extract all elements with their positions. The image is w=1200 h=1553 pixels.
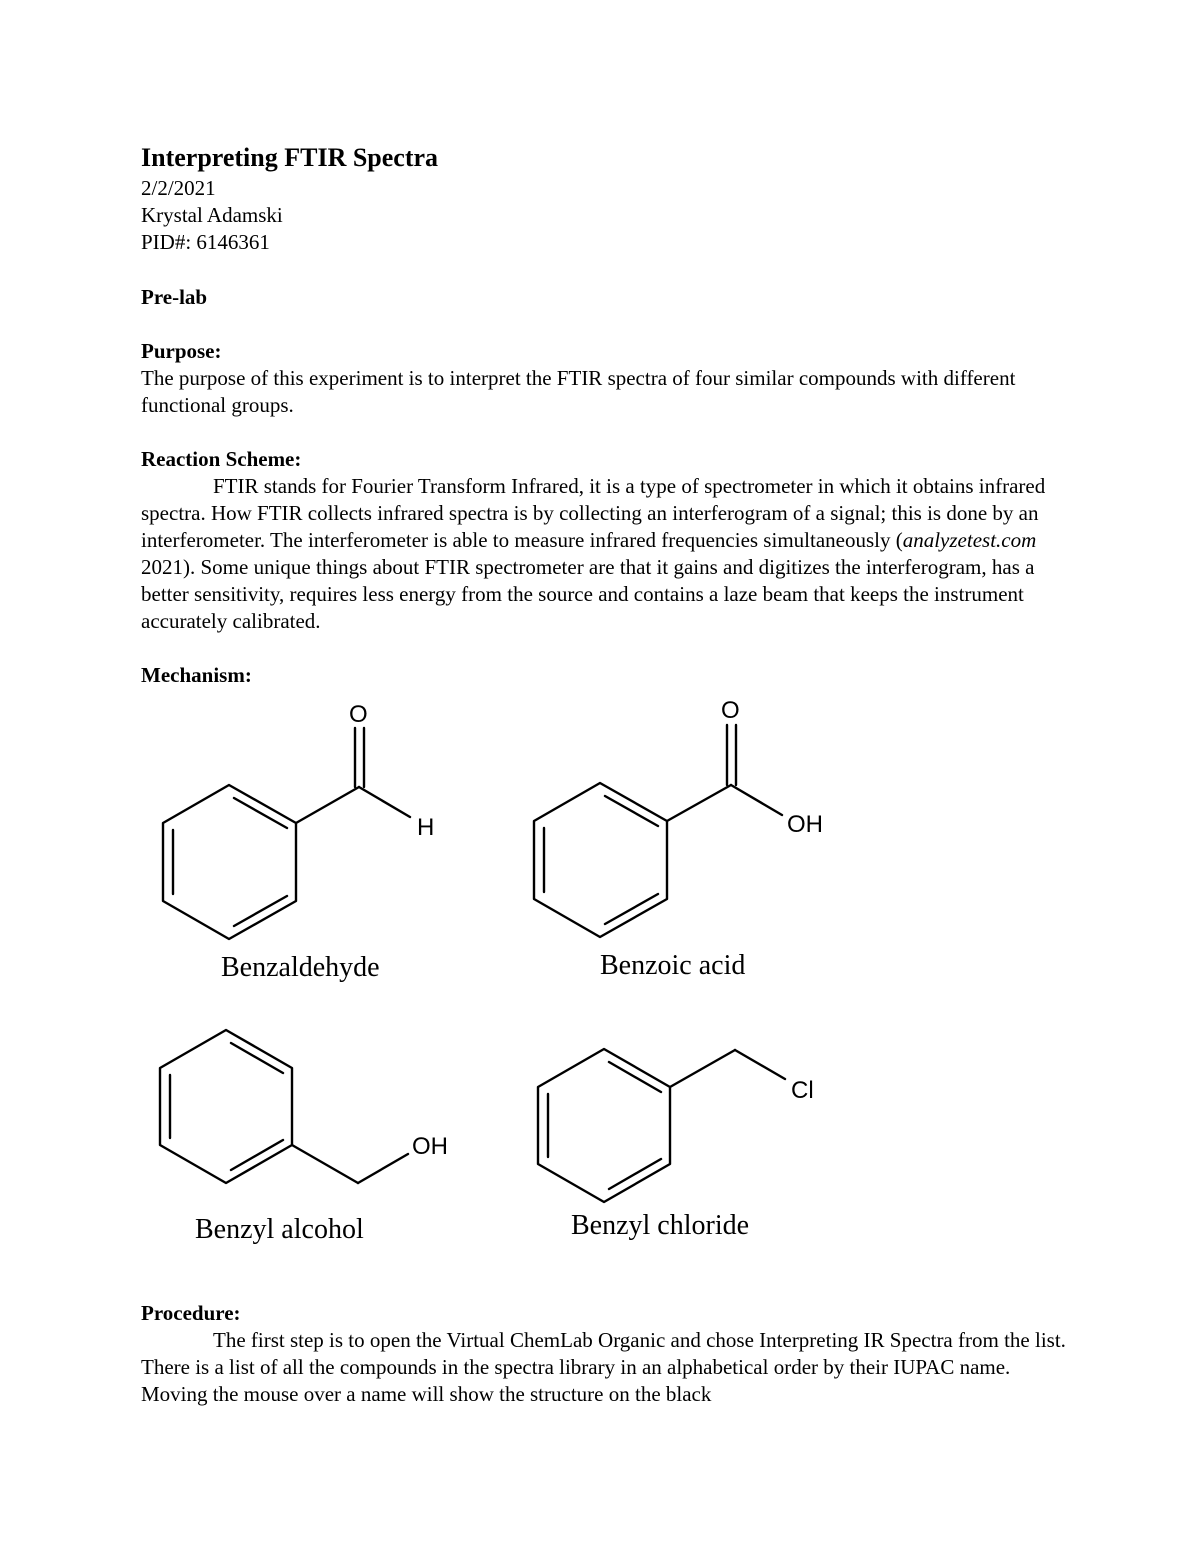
document-meta bbox=[141, 175, 1071, 256]
prelab-section bbox=[141, 284, 1071, 311]
benzyl-alcohol-ring bbox=[160, 1030, 292, 1183]
benzyl-alcohol-bond bbox=[292, 1145, 358, 1183]
purpose-section bbox=[141, 338, 1071, 419]
document-title: Interpreting FTIR Spectra bbox=[141, 143, 439, 172]
benzoic-acid-ring bbox=[534, 783, 667, 937]
purpose-heading: Purpose: bbox=[141, 339, 222, 363]
procedure-section bbox=[141, 1300, 1071, 1408]
benzoic-acid-structure bbox=[534, 725, 782, 937]
reaction-section bbox=[141, 446, 1071, 635]
document-date: 2/2/2021 bbox=[141, 176, 216, 200]
reaction-text-before: FTIR stands for Fourier Transform Infrared, it is a type of spectrometer in which it obtains infrared spectra. How FTIR collects infrared spectra is by collecting an interferogram of a signal; this is done by an interferometer. The interferometer is able to measure infrared frequencies simultaneously ( bbox=[141, 474, 1046, 552]
benzaldehyde-atom-o: O bbox=[349, 701, 368, 728]
benzoic-acid-bond bbox=[667, 785, 731, 821]
procedure-text: The first step is to open the Virtual ChemLab Organic and chose Interpreting IR Spectra from the list. There is a list of all the compounds in the spectra library in an alphabetical order by their IUPAC name. Moving the mouse over a name will show the structure on the black bbox=[141, 1328, 1066, 1406]
reaction-heading: Reaction Scheme: bbox=[141, 447, 302, 471]
document-author: Krystal Adamski bbox=[141, 203, 283, 227]
benzaldehyde-label: Benzaldehyde bbox=[221, 952, 380, 983]
benzaldehyde-ring bbox=[163, 785, 296, 939]
benzoic-acid-label: Benzoic acid bbox=[600, 950, 746, 981]
benzyl-chloride-label: Benzyl chloride bbox=[571, 1210, 750, 1241]
benzyl-chloride-ring bbox=[538, 1049, 670, 1202]
benzyl-chloride-bond bbox=[670, 1050, 735, 1087]
benzyl-chloride-structure bbox=[538, 1049, 785, 1202]
reaction-citation: analyzetest.com bbox=[902, 528, 1037, 552]
benzyl-chloride-cl-bond bbox=[735, 1050, 785, 1079]
benzoic-acid-atom-o: O bbox=[721, 697, 740, 724]
reaction-text bbox=[141, 473, 1071, 635]
prelab-heading: Pre-lab bbox=[141, 285, 208, 309]
mechanism-heading: Mechanism: bbox=[141, 663, 252, 687]
reaction-text-after: 2021). Some unique things about FTIR spectrometer are that it gains and digitizes the interferogram, has a better sensitivity, requires less energy from the source and contains a laze beam that keeps the instrument accurately calibrated. bbox=[141, 555, 1035, 633]
benzyl-alcohol-oh-bond bbox=[358, 1154, 408, 1183]
benzoic-acid-atom-oh: OH bbox=[787, 811, 823, 838]
procedure-heading: Procedure: bbox=[141, 1301, 241, 1325]
benzaldehyde-structure bbox=[163, 728, 410, 939]
purpose-text: The purpose of this experiment is to interpret the FTIR spectra of four similar compounds with different functional groups. bbox=[141, 366, 1016, 417]
benzaldehyde-h-bond bbox=[359, 787, 410, 817]
benzoic-acid-oh-bond bbox=[731, 785, 782, 815]
benzyl-alcohol-label: Benzyl alcohol bbox=[195, 1214, 364, 1245]
benzaldehyde-bond bbox=[296, 787, 359, 823]
benzyl-chloride-atom-cl: Cl bbox=[791, 1077, 814, 1104]
benzaldehyde-atom-h: H bbox=[417, 814, 435, 841]
document-pid: PID#: 6146361 bbox=[141, 230, 270, 254]
mechanism-figure bbox=[130, 690, 850, 1260]
mechanism-section bbox=[141, 662, 1071, 689]
benzyl-alcohol-structure bbox=[160, 1030, 408, 1183]
benzyl-alcohol-atom-oh: OH bbox=[412, 1133, 448, 1160]
